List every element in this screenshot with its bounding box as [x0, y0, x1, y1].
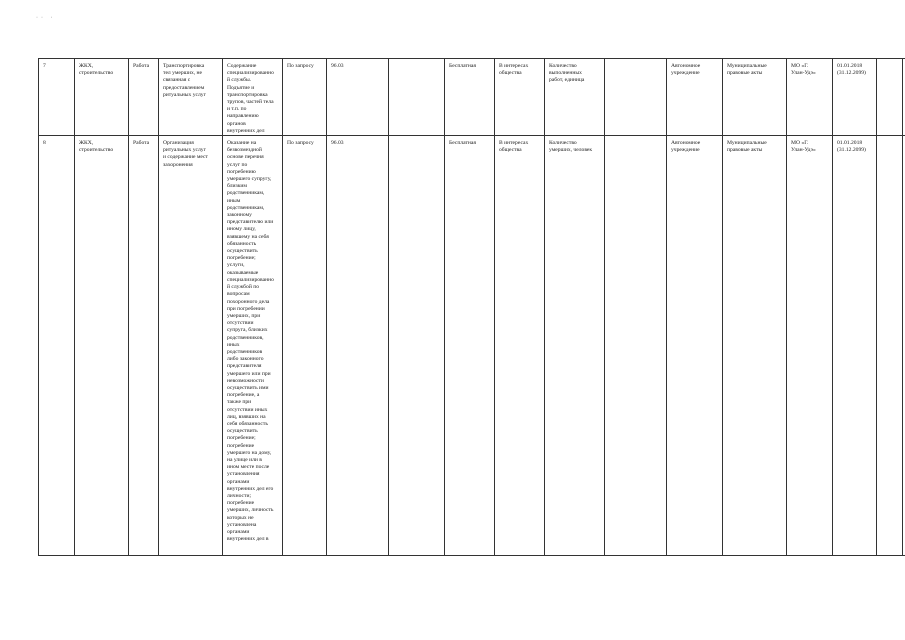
- indicator-cell: Количество умерших, человек: [545, 136, 605, 556]
- kind-cell: Работа: [129, 136, 159, 556]
- content-cell: Содержание специализированно й службы. Подъятие и транспортировка трупов, частей тела и т.п. по направлению органов внутренних дел: [223, 59, 283, 136]
- payment-cell: Бесплатная: [445, 136, 495, 556]
- date-cell: 01.01.2018 (31.12.2099): [833, 59, 877, 136]
- owner-cell: МО «Г. Улан-Удэ»: [787, 136, 833, 556]
- owner-cell: МО «Г. Улан-Удэ»: [787, 59, 833, 136]
- sector-cell: ЖКХ, строительство: [75, 136, 129, 556]
- indicator-cell: Количество выполненных работ, единица: [545, 59, 605, 136]
- code-cell: 96.03: [327, 59, 389, 136]
- acts-cell: Муниципальные правовые акты: [723, 59, 787, 136]
- date-cell: 01.01.2018 (31.12.2099): [833, 136, 877, 556]
- row-number: 8: [39, 136, 75, 556]
- empty-cell: [605, 59, 667, 136]
- kind-cell: Работа: [129, 59, 159, 136]
- condition-cell: По запросу: [283, 136, 327, 556]
- row-number: 7: [39, 59, 75, 136]
- interest-cell: В интересах общества: [495, 59, 545, 136]
- condition-cell: По запросу: [283, 59, 327, 136]
- table-row: [39, 59, 905, 136]
- content-cell: Оказание на безвозмездной основе перечня услуг по погребению умершего супругу, близким родственникам, иным родственникам, законному представителю или иному лицу, взявшему на себя обязанность осуществить погребение; услуги, оказываемые специализированно й службой по вопросам похоронного дела при погребении умерших, при отсутствии супруга, близких родственников, иных родственников либо законного представителя умершего или при невозможности осуществить ими погребение, а также при отсутствии иных лиц, взявших на себя обязанность осуществить погребение; погребение умершего на дому, на улице или в ином месте после установления органами внутренних дел его личности; погребение умерших, личность которых не установлена органами внутренних дел в: [223, 136, 283, 556]
- name-cell: Организация ритуальных услуг и содержание мест захоронения: [159, 136, 223, 556]
- institution-cell: Автономное учреждение: [667, 136, 723, 556]
- scan-specks: ·· ·: [36, 15, 56, 21]
- name-cell: Транспортировка тел умерших, не связанная с предоставлением ритуальных услуг: [159, 59, 223, 136]
- empty-cell: [389, 136, 445, 556]
- acts-cell: Муниципальные правовые акты: [723, 136, 787, 556]
- empty-cell: [605, 136, 667, 556]
- payment-cell: Бесплатная: [445, 59, 495, 136]
- table-row: [39, 136, 905, 556]
- institution-cell: Автономное учреждение: [667, 59, 723, 136]
- services-registry-table: [38, 58, 905, 556]
- empty-cell: [877, 136, 903, 556]
- empty-cell: [389, 59, 445, 136]
- code-cell: 96.03: [327, 136, 389, 556]
- interest-cell: В интересах общества: [495, 136, 545, 556]
- empty-cell: [877, 59, 903, 136]
- sector-cell: ЖКХ, строительство: [75, 59, 129, 136]
